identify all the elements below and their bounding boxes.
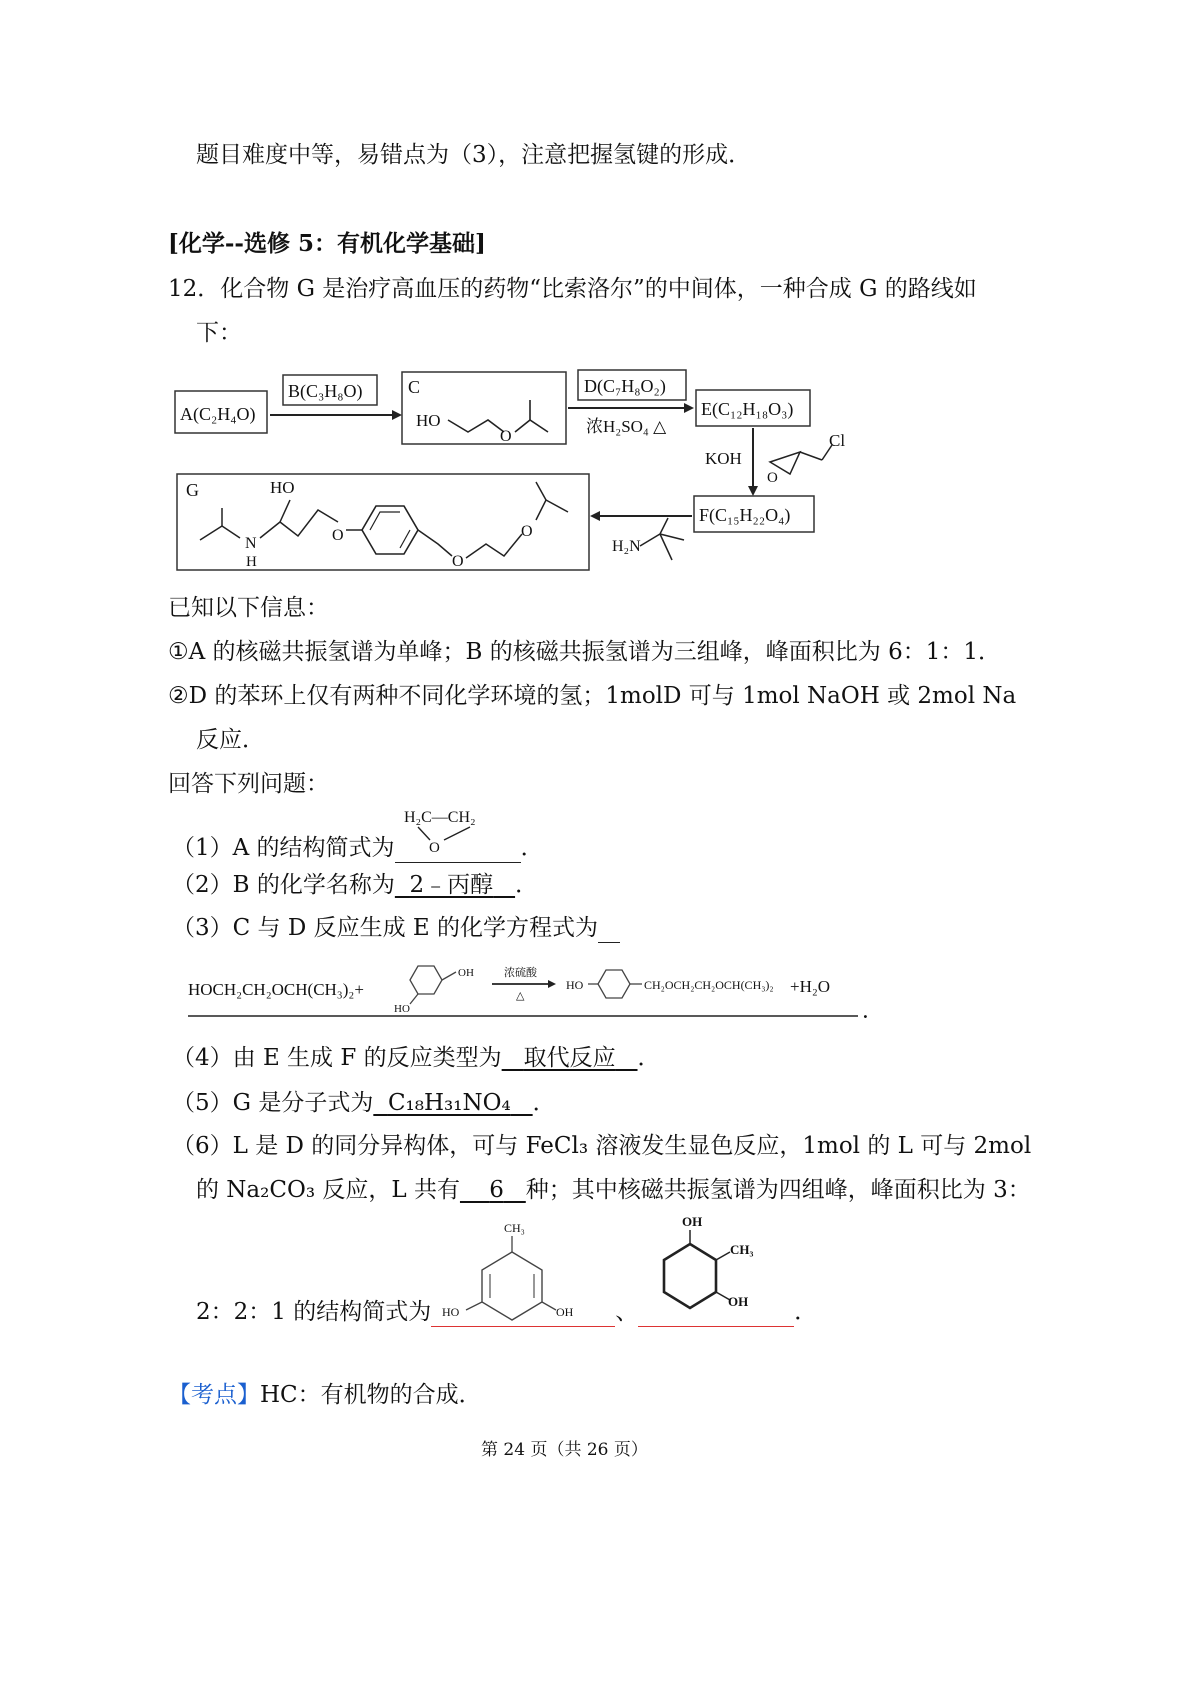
compound-C-label: C <box>408 377 421 397</box>
s2-ch3: CH₃ <box>730 1242 754 1257</box>
g-o1: O <box>332 527 344 544</box>
kaodian-label: 【考点】 <box>168 1382 260 1408</box>
q6-sep: 、 <box>615 1299 639 1325</box>
s2-oh-top: OH <box>682 1214 703 1229</box>
q5-text: （5）G 是分子式为 <box>172 1090 374 1116</box>
compound-A: A(C₂H₄O) <box>180 404 256 424</box>
q4-end: ． <box>637 1045 661 1071</box>
g-n: N <box>245 535 257 552</box>
intro-text: 题目难度中等，易错点为（3），注意把握氢键的形成． <box>196 142 752 168</box>
epox-o: O <box>767 470 778 486</box>
g-h: H <box>246 554 257 570</box>
kaodian-text: HC：有机物的合成． <box>260 1382 482 1408</box>
q1-text: （1）A 的结构简式为 <box>172 835 395 861</box>
s1-ho: HO <box>442 1305 460 1319</box>
answer-prompt: 回答下列问题： <box>168 771 329 797</box>
s1-oh: OH <box>556 1305 574 1319</box>
q6-count-value: 6 <box>489 1177 504 1203</box>
q2-answer-value: 2﹣丙醇 <box>409 872 494 898</box>
eq-cond-top: 浓硫酸 <box>504 967 537 979</box>
question-line1: 12．化合物 G 是治疗高血压的药物“比索洛尔”的中间体，一种合成 G 的路线如 <box>168 276 977 302</box>
c-o: O <box>500 428 512 445</box>
known-title: 已知以下信息： <box>168 595 329 621</box>
q5-answer-value: C₁₈H₃₁NO₄ <box>387 1090 511 1116</box>
q2-end: ． <box>515 872 539 898</box>
kaodian-row <box>168 1380 482 1410</box>
q4-text: （4）由 E 生成 F 的反应类型为 <box>172 1045 502 1071</box>
q1-end: ． <box>520 835 544 861</box>
eq-left: HOCH₂CH₂OCH(CH₃)₂+ <box>188 980 364 999</box>
compound-D: D(C₇H₈O₂) <box>584 376 666 396</box>
g-ho: HO <box>270 478 295 497</box>
compound-B: B(C₃H₈O) <box>288 381 363 401</box>
q6-line1: （6）L 是 D 的同分异构体，可与 FeCl₃ 溶液发生显色反应，1mol 的 L 可与 2mol <box>172 1133 1032 1159</box>
known-item2a: ②D 的苯环上仅有两种不同化学环境的氢；1molD 可与 1mol NaOH 或 2mol Na <box>168 683 1017 709</box>
eq-right-chain: CH₂OCH₂CH₂OCH(CH₃)₂ <box>644 978 774 992</box>
q6-line3-pre: 2：2：1 的结构简式为 <box>196 1299 432 1325</box>
eq-water: +H₂O <box>790 977 831 996</box>
q6-end: ． <box>794 1299 818 1325</box>
q6-line2-pre: 的 Na₂CO₃ 反应，L 共有 <box>196 1177 460 1203</box>
s1-ch3: CH₃ <box>504 1221 525 1235</box>
q1-struct-top: H₂C—CH₂ <box>404 809 476 826</box>
q3-text: （3）C 与 D 反应生成 E 的化学方程式为 <box>172 915 599 941</box>
acid-condition: 浓H₂SO₄ △ <box>586 417 667 436</box>
epox-cl: Cl <box>829 431 846 450</box>
compound-G-label: G <box>186 480 199 500</box>
amine-h2n: H₂N <box>612 538 641 555</box>
q4-answer-value: 取代反应 <box>523 1045 616 1071</box>
eq-ho: HO <box>394 1003 410 1015</box>
compound-F: F(C₁₅H₂₂O₄) <box>699 505 791 525</box>
page-footer: 第 24 页（共 26 页） <box>481 1440 648 1460</box>
q3-end: ． <box>862 998 885 1023</box>
question-line2: 下： <box>196 320 242 346</box>
q5-end: ． <box>532 1090 556 1116</box>
s2-oh-bot: OH <box>728 1294 749 1309</box>
eq-cond-bot: △ <box>516 990 525 1002</box>
c-ho: HO <box>416 411 441 430</box>
known-item2b: 反应． <box>196 727 265 753</box>
eq-oh: OH <box>458 967 474 979</box>
known-item1: ①A 的核磁共振氢谱为单峰；B 的核磁共振氢谱为三组峰，峰面积比为 6：1：1． <box>168 639 1001 665</box>
q1-struct-o: O <box>429 840 440 856</box>
g-o2: O <box>452 553 464 570</box>
q6-line2-post: 种；其中核磁共振氢谱为四组峰，峰面积比为 3： <box>525 1177 1031 1203</box>
koh: KOH <box>705 449 742 468</box>
eq-right-ho: HO <box>566 978 584 992</box>
q2-text: （2）B 的化学名称为 <box>172 872 395 898</box>
compound-E: E(C₁₂H₁₈O₃) <box>701 399 794 419</box>
section-title: [化学--选修 5：有机化学基础] <box>168 230 486 257</box>
g-o3: O <box>521 523 533 540</box>
